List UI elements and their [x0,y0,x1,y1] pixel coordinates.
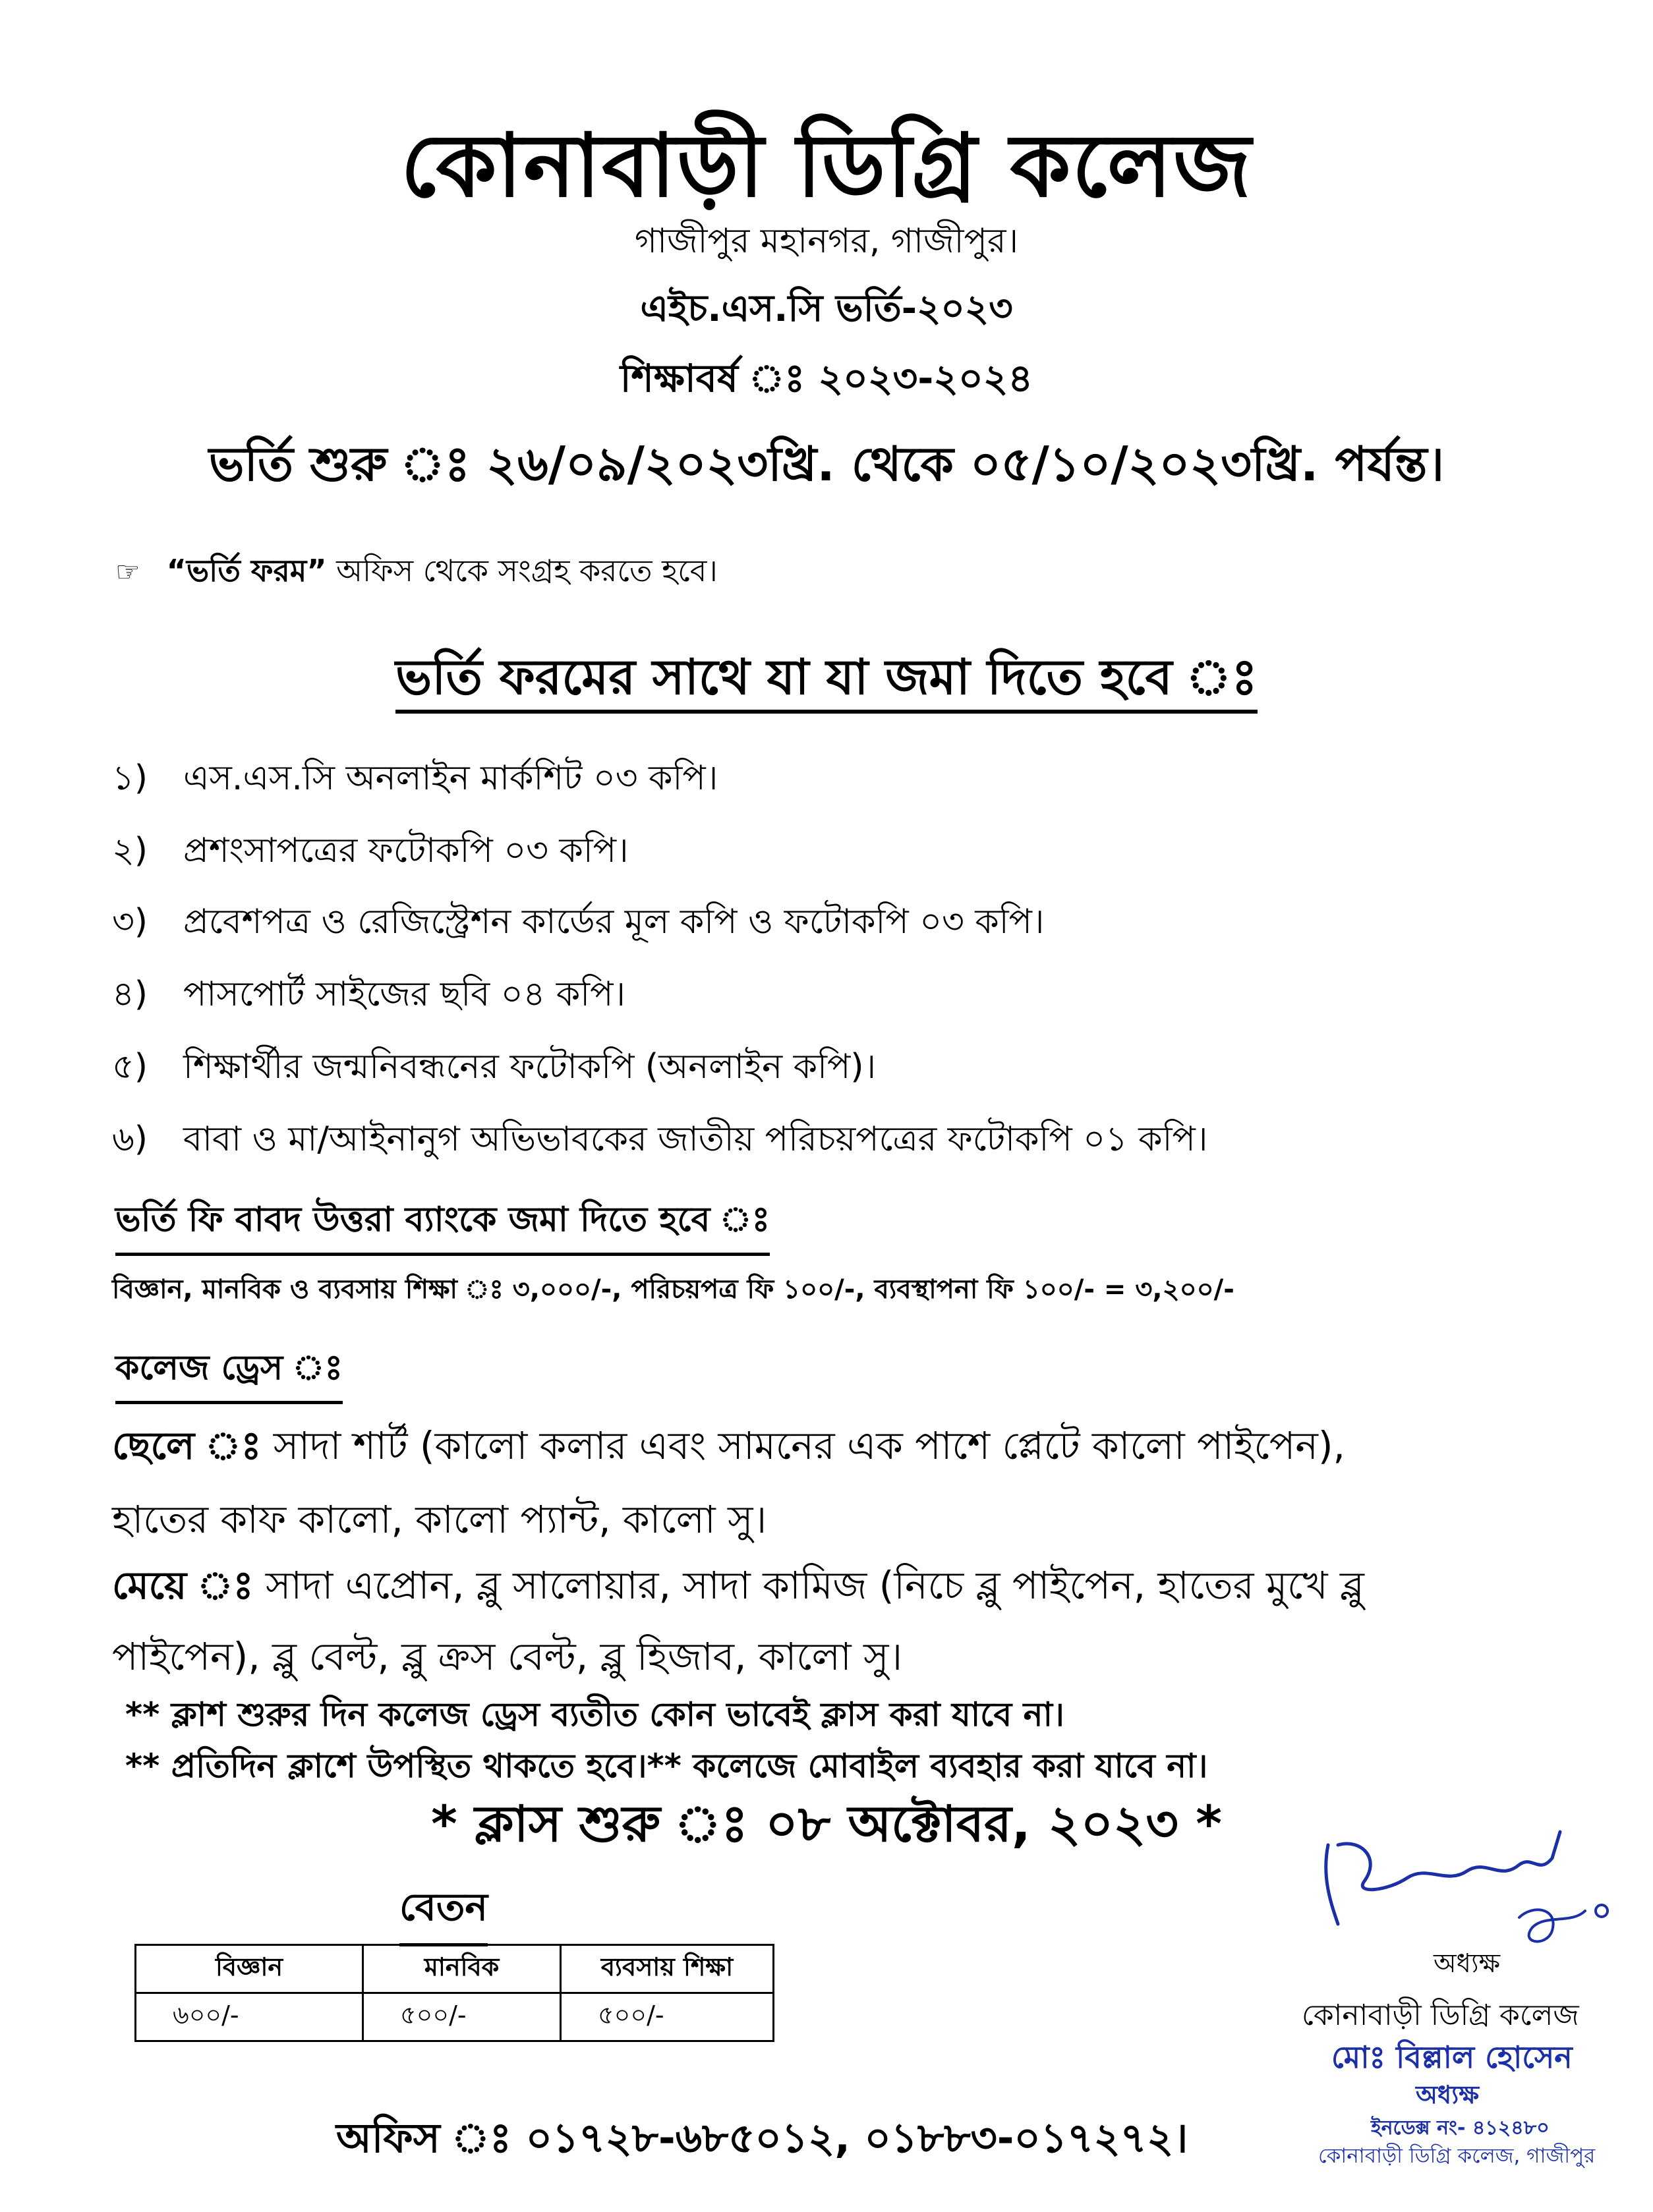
principal-college: কোনাবাড়ী ডিগ্রি কলেজ [1302,1999,1579,2032]
requirement-number: ৩) [112,902,148,942]
fee-heading: ভর্তি ফি বাবদ উত্তরা ব্যাংকে জমা দিতে হবে ঃ [115,1193,770,1256]
documents-heading-text: ভর্তি ফরমের সাথে যা যা জমা দিতে হবে ঃ [395,649,1258,714]
fee-details: বিজ্ঞান, মানবিক ও ব্যবসায় শিক্ষা ঃ ৩,০০০/-, পরিচয়পত্র ফি ১০০/-, ব্যবস্থাপনা ফি ১০০/- = ৩,২০০/- [112,1274,1234,1305]
boys-dress-line: হাতের কাফ কালো, কালো প্যান্ট, কালো সু। [112,1497,767,1542]
requirement-item [112,824,629,881]
girls-dress-line: পাইপেন), ব্লু বেল্ট, ব্লু ক্রস বেল্ট, ব্লু হিজাব, কালো সু। [112,1634,903,1679]
requirement-text: পাসপোর্ট সাইজের ছবি ০৪ কপি। [183,975,625,1014]
academic-session: শিক্ষাবর্ষ ঃ ২০২৩-২০২৪ [620,356,1033,401]
dress-notice: ** ক্লাশ শুরুর দিন কলেজ ড্রেস ব্যতীত কোন ভাবেই ক্লাস করা যাবে না। [125,1695,1064,1734]
table-cell: ৫০০/- [561,1993,774,2041]
table-row [136,1993,774,2041]
requirement-number: ৪) [112,975,148,1014]
table-header: বিজ্ঞান [136,1945,363,1993]
principal-title: অধ্যক্ষ [1434,1948,1501,1979]
college-title: কোনাবাড়ী ডিগ্রি কলেজ [400,115,1253,217]
requirement-item [112,967,625,1025]
stamp-title: অধ্যক্ষ [1416,2080,1480,2109]
table-cell: ৬০০/- [136,1993,363,2041]
stamp-index: ইনডেক্স নং- ৪১২৪৮০ [1371,2116,1550,2140]
requirement-number: ২) [112,831,148,870]
table-header: ব্যবসায় শিক্ষা [561,1945,774,1993]
requirement-number: ৫) [112,1047,148,1087]
requirement-text: শিক্ষার্থীর জন্মনিবন্ধনের ফটোকপি (অনলাইন কপি)। [183,1047,877,1087]
requirement-text: এস.এস.সি অনলাইন মার্কশিট ০৩ কপি। [183,758,718,798]
requirement-number: ৬) [112,1120,148,1159]
salary-title: বেতন [399,1878,488,1946]
requirement-item [112,1040,876,1097]
office-contact: অফিস ঃ ০১৭২৮-৬৮৫০১২, ০১৮৮৩-০১৭২৭২। [336,2114,1188,2162]
dress-heading: কলেজ ড্রেস ঃ [115,1341,343,1404]
form-note-text: অফিস থেকে সংগ্রহ করতে হবে। [326,553,718,588]
college-address: গাজীপুর মহানগর, গাজীপুর। [634,221,1019,261]
form-name: “ভর্তি ফরম” [166,553,327,588]
girls-dress-text: সাদা এপ্রোন, ব্লু সালোয়ার, সাদা কামিজ (নিচে ব্লু পাইপেন, হাতের মুখে ব্লু [253,1563,1364,1608]
stamp-college: কোনাবাড়ী ডিগ্রি কলেজ, গাজীপুর [1318,2144,1596,2168]
documents-heading [0,640,1653,722]
stamp-name: মোঃ বিল্লাল হোসেন [1331,2039,1573,2075]
table-header-row [136,1945,774,1993]
requirement-number: ১) [112,758,148,798]
requirement-item [112,751,718,808]
girls-dress-line [112,1556,1364,1620]
admission-period: ভর্তি শুরু ঃ ২৬/০৯/২০২৩খ্রি. থেকে ০৫/১০/২০২৩খ্রি. পর্যন্ত। [208,436,1445,492]
requirement-text: প্রবেশপত্র ও রেজিস্ট্রেশন কার্ডের মূল কপি ও ফটোকপি ০৩ কপি। [183,902,1045,942]
table-header: মানবিক [363,1945,561,1993]
boys-dress-line [112,1417,1345,1481]
form-collection-note [115,548,718,598]
requirement-text: বাবা ও মা/আইনানুগ অভিভাবকের জাতীয় পরিচয়পত্রের ফটোকপি ০১ কপি। [183,1120,1208,1159]
table-cell: ৫০০/- [363,1993,561,2041]
salary-table [134,1944,774,2042]
requirement-item [112,1112,1207,1170]
pointing-hand-icon: ☞ [115,555,140,588]
attendance-notice: ** প্রতিদিন ক্লাশে উপস্থিত থাকতে হবে।** কলেজে মোবাইল ব্যবহার করা যাবে না। [125,1747,1208,1785]
girls-label: মেয়ে ঃ [112,1563,254,1608]
admission-title: এইচ.এস.সি ভর্তি-২০২৩ [640,287,1013,330]
boys-dress-text: সাদা শার্ট (কালো কলার এবং সামনের এক পাশে প্লেটে কালো পাইপেন), [261,1423,1345,1468]
requirement-text: প্রশংসাপত্রের ফটোকপি ০৩ কপি। [183,831,629,870]
requirement-item [112,895,1045,952]
class-start-date: * ক্লাস শুরু ঃ ০৮ অক্টোবর, ২০২৩ * [430,1794,1223,1853]
boys-label: ছেলে ঃ [112,1423,262,1468]
